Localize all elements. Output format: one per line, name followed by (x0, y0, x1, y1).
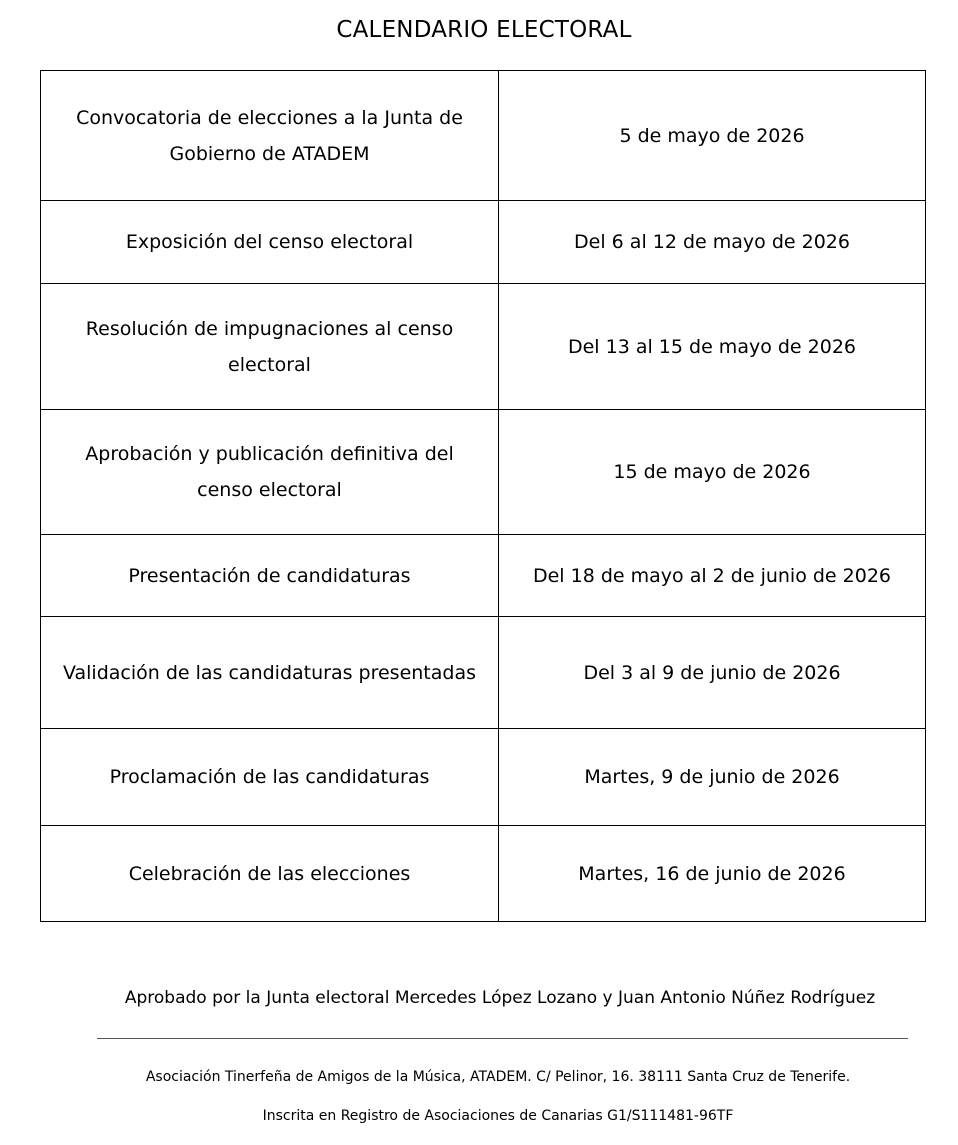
date-cell: 5 de mayo de 2026 (499, 71, 926, 201)
table-row (41, 535, 926, 617)
page-title: CALENDARIO ELECTORAL (336, 17, 632, 43)
date-cell: 15 de mayo de 2026 (499, 410, 926, 535)
footer-address: Asociación Tinerfeña de Amigos de la Música, ATADEM. C/ Pelinor, 16. 38111 Santa Cruz de Tenerife. (145, 1069, 851, 1085)
table-row (41, 71, 926, 201)
date-cell: Del 13 al 15 de mayo de 2026 (499, 284, 926, 410)
date-cell: Del 6 al 12 de mayo de 2026 (499, 201, 926, 284)
approval-note: Aprobado por la Junta electoral Mercedes López Lozano y Juan Antonio Núñez Rodríguez (124, 988, 876, 1008)
event-cell: Proclamación de las candidaturas (41, 729, 499, 826)
table-row (41, 826, 926, 922)
date-cell: Martes, 16 de junio de 2026 (499, 826, 926, 922)
event-cell: Exposición del censo electoral (41, 201, 499, 284)
electoral-calendar-table (40, 70, 926, 922)
footer-registry: Inscrita en Registro de Asociaciones de Canarias G1/S111481-96TF (262, 1108, 734, 1124)
footer-divider (97, 1038, 908, 1039)
date-cell: Del 18 de mayo al 2 de junio de 2026 (499, 535, 926, 617)
table-row (41, 201, 926, 284)
event-cell: Validación de las candidaturas presentadas (41, 617, 499, 729)
event-cell: Convocatoria de elecciones a la Junta de Gobierno de ATADEM (41, 71, 499, 201)
table-row (41, 617, 926, 729)
event-cell: Aprobación y publicación definitiva del censo electoral (41, 410, 499, 535)
event-cell: Celebración de las elecciones (41, 826, 499, 922)
event-cell: Resolución de impugnaciones al censo electoral (41, 284, 499, 410)
event-cell: Presentación de candidaturas (41, 535, 499, 617)
date-cell: Del 3 al 9 de junio de 2026 (499, 617, 926, 729)
table-row (41, 410, 926, 535)
table-row (41, 729, 926, 826)
table-row (41, 284, 926, 410)
date-cell: Martes, 9 de junio de 2026 (499, 729, 926, 826)
